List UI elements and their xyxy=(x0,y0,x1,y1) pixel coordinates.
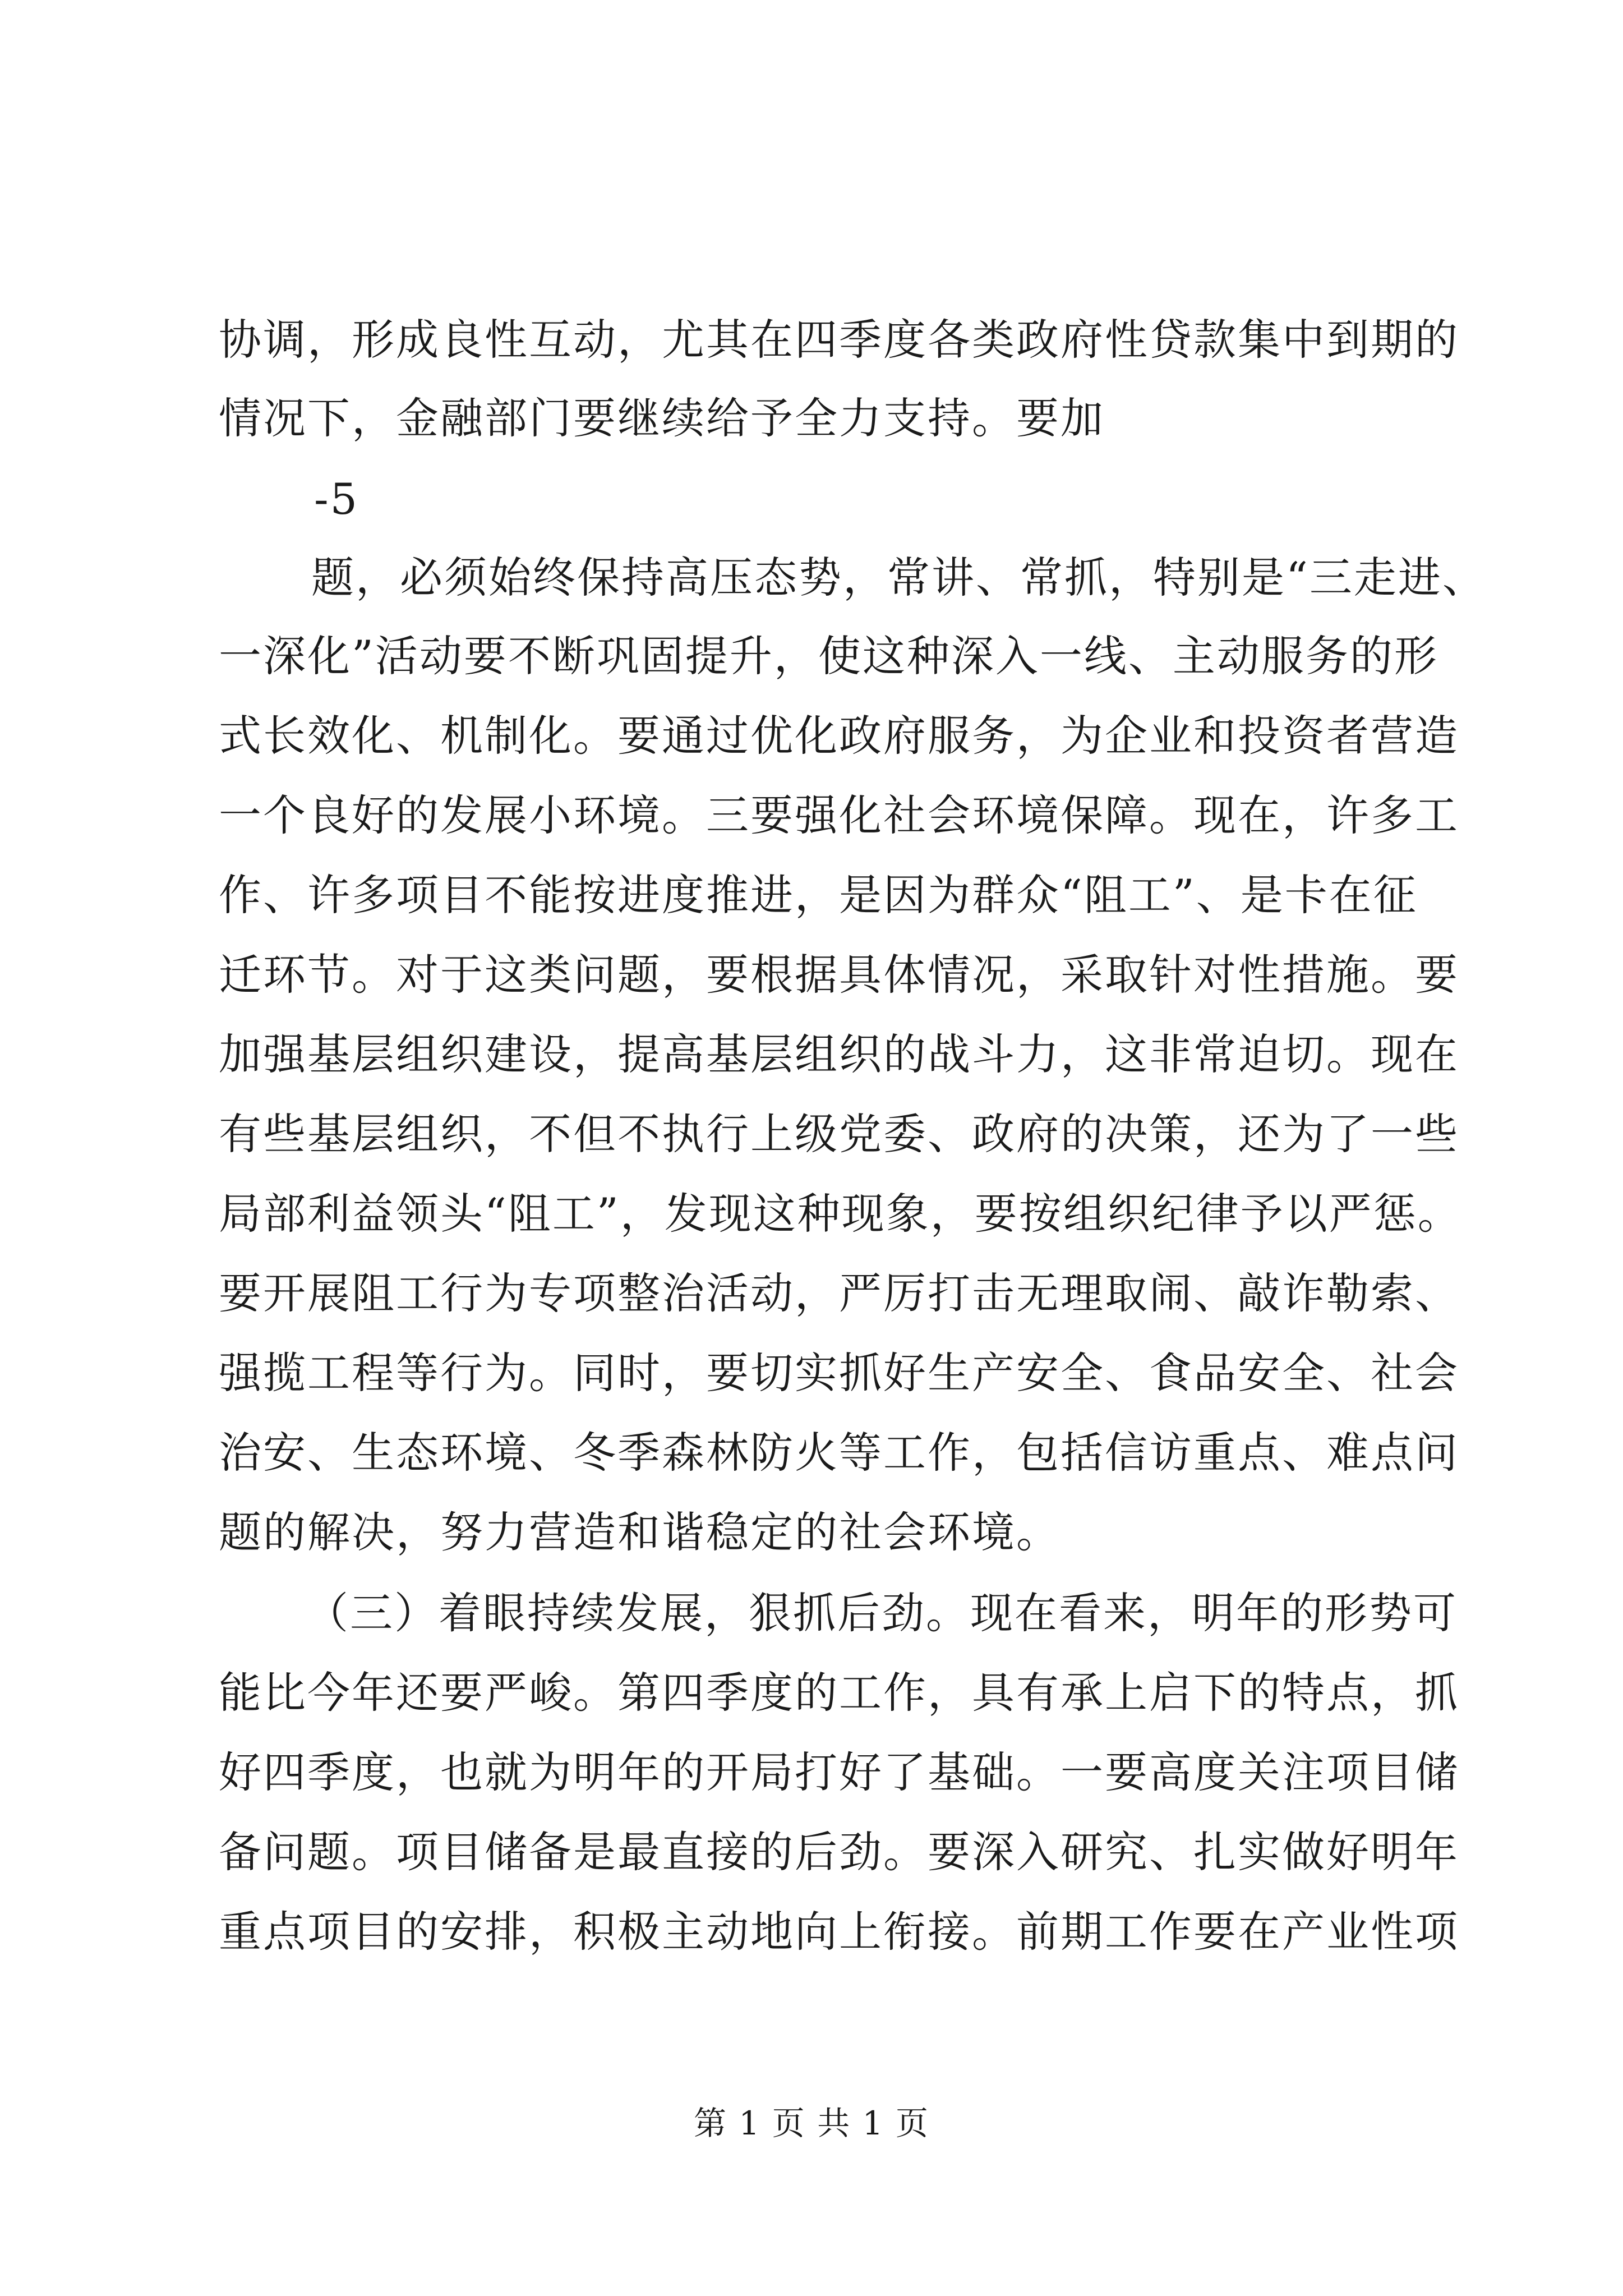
body-line: 题，必须始终保持高压态势，常讲、常抓，特别是“三走进、 xyxy=(311,553,1487,602)
body-line: 作、许多项目不能按进度推进，是因为群众“阻工”、是卡在征 xyxy=(219,870,1418,920)
body-line: 能比今年还要严峻。第四季度的工作，具有承上启下的特点，抓 xyxy=(219,1668,1459,1718)
body-line: 治安、生态环境、冬季森林防火等工作，包括信访重点、难点问 xyxy=(219,1428,1459,1478)
body-line: 局部利益领头“阻工”，发现这种现象，要按组织纪律予以严惩。 xyxy=(219,1189,1462,1239)
body-line: 有些基层组织，不但不执行上级党委、政府的决策，还为了一些 xyxy=(219,1109,1459,1159)
body-line: 强揽工程等行为。同时，要切实抓好生产安全、食品安全、社会 xyxy=(219,1348,1459,1398)
body-line: 要开展阻工行为专项整治活动，严厉打击无理取闹、敲诈勒索、 xyxy=(219,1268,1459,1318)
body-line: 好四季度，也就为明年的开局打好了基础。一要高度关注项目储 xyxy=(219,1747,1459,1797)
body-line: 重点项目的安排，积极主动地向上衔接。前期工作要在产业性项 xyxy=(219,1907,1459,1957)
body-line: 一个良好的发展小环境。三要强化社会环境保障。现在，许多工 xyxy=(219,790,1459,840)
body-line: 加强基层组织建设，提高基层组织的战斗力，这非常迫切。现在 xyxy=(219,1029,1459,1079)
page-footer: 第 1 页 共 1 页 xyxy=(694,2104,929,2142)
body-line: 题的解决，努力营造和谐稳定的社会环境。 xyxy=(219,1507,1061,1557)
body-line: 一深化”活动要不断巩固提升，使这种深入一线、主动服务的形 xyxy=(219,631,1438,681)
body-line: 迁环节。对于这类问题，要根据具体情况，采取针对性措施。要 xyxy=(219,950,1459,1000)
section-heading-line: （三）着眼持续发展，狠抓后劲。现在看来，明年的形势可 xyxy=(306,1588,1458,1638)
body-line: 式长效化、机制化。要通过优化政府服务，为企业和投资者营造 xyxy=(219,711,1459,761)
body-line: 情况下，金融部门要继续给予全力支持。要加 xyxy=(219,393,1105,443)
body-line: 协调，形成良性互动，尤其在四季度各类政府性贷款集中到期的 xyxy=(219,315,1459,365)
body-line: 备问题。项目储备是最直接的后劲。要深入研究、扎实做好明年 xyxy=(219,1827,1459,1877)
page-marker: -5 xyxy=(314,474,359,524)
